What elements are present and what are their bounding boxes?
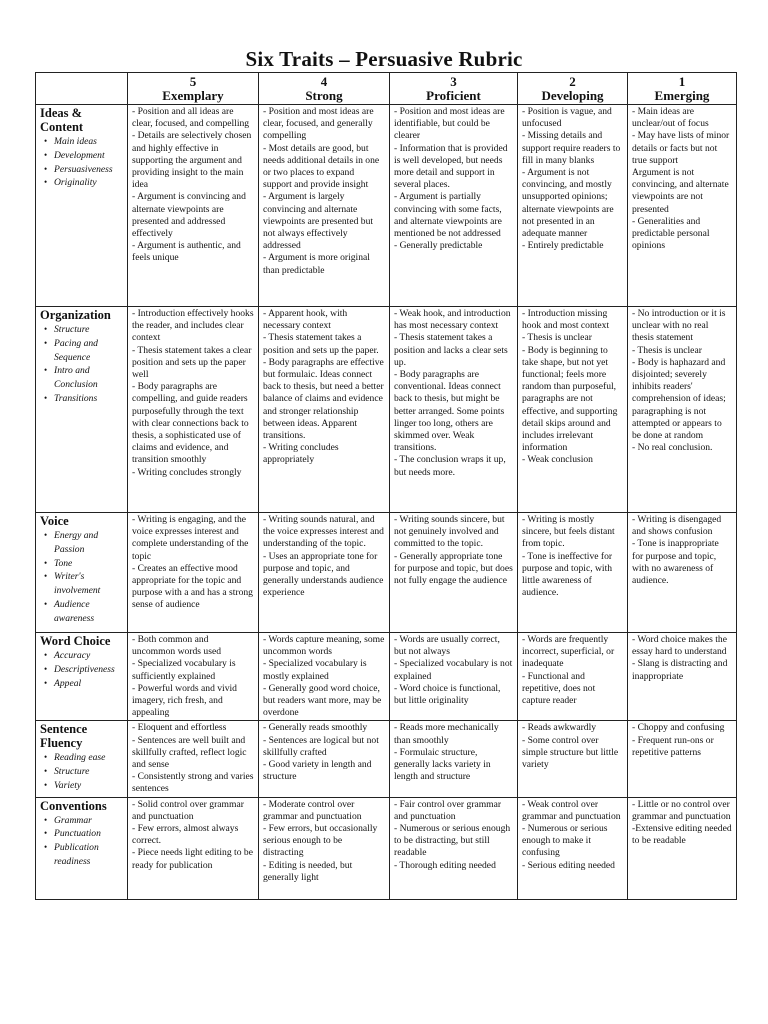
level-score: 3 xyxy=(450,74,457,89)
bullet-icon: • xyxy=(44,324,48,334)
level-score: 2 xyxy=(569,74,576,89)
rubric-descriptor: - Argument is more original than predictable xyxy=(263,252,370,276)
trait-criteria-list xyxy=(40,135,123,190)
level-header-3 xyxy=(390,73,518,105)
trait-criterion xyxy=(44,827,123,841)
rubric-cell-level-4 xyxy=(259,633,390,721)
trait-cell xyxy=(36,633,128,721)
trait-criterion-text: Structure xyxy=(54,766,90,778)
rubric-cell-level-5 xyxy=(128,105,259,307)
trait-row-ideas-content xyxy=(36,105,737,307)
level-label: Developing xyxy=(541,88,604,103)
trait-criterion-text: Grammar xyxy=(54,814,92,826)
bullet-icon: • xyxy=(44,571,48,582)
rubric-descriptor: - Specialized vocabulary is mostly explained xyxy=(263,658,367,682)
trait-criterion xyxy=(44,814,123,828)
rubric-descriptor: - Thesis is unclear xyxy=(632,344,702,356)
trait-criterion xyxy=(44,779,123,793)
corner-cell xyxy=(36,73,128,105)
rubric-cell-level-1 xyxy=(628,797,737,899)
rubric-cell-level-2 xyxy=(518,105,628,307)
rubric-cell-level-5 xyxy=(128,721,259,797)
rubric-descriptor: - Both common and uncommon words used xyxy=(132,634,221,658)
rubric-cell-level-2 xyxy=(518,797,628,899)
rubric-descriptor: - Information that is provided is well developed, but needs more detail and support in several places. xyxy=(394,142,508,191)
bullet-icon: • xyxy=(44,163,48,174)
level-header-4 xyxy=(259,73,390,105)
rubric-cell-level-1 xyxy=(628,721,737,797)
rubric-cell-level-3 xyxy=(390,105,518,307)
trait-criterion xyxy=(44,663,123,677)
trait-name: Sentence Fluency xyxy=(40,722,88,751)
rubric-descriptor: - Entirely predictable xyxy=(522,240,604,252)
trait-row-sentence-fluency xyxy=(36,721,737,797)
rubric-cell-level-1 xyxy=(628,633,737,721)
rubric-descriptor: - Position and most ideas are clear, focused, and generally compelling xyxy=(263,106,374,142)
bullet-icon: • xyxy=(44,557,48,568)
trait-criteria-list xyxy=(40,529,123,626)
rubric-cell-level-5 xyxy=(128,513,259,633)
rubric-cell-level-4 xyxy=(259,105,390,307)
trait-criterion xyxy=(44,149,123,163)
rubric-cell-level-1 xyxy=(628,513,737,633)
bullet-icon: • xyxy=(44,598,48,609)
rubric-cell-level-2 xyxy=(518,633,628,721)
rubric-descriptor: - Words capture meaning, some uncommon words xyxy=(263,634,385,658)
trait-criterion-text: Intro and Conclusion xyxy=(54,365,98,391)
trait-criteria-list xyxy=(40,751,123,792)
rubric-descriptor: - Sentences are logical but not skillfully crafted xyxy=(263,734,379,758)
rubric-descriptor: - Writing is engaging, and the voice expresses interest and complete understanding of the topic xyxy=(132,514,249,562)
rubric-descriptor: - Consistently strong and varies sentences xyxy=(132,771,254,795)
rubric-cell-level-3 xyxy=(390,633,518,721)
bullet-icon: • xyxy=(44,365,48,376)
rubric-cell-level-4 xyxy=(259,307,390,513)
trait-criterion-text: Accuracy xyxy=(54,650,91,661)
rubric-cell-level-5 xyxy=(128,797,259,899)
rubric-descriptor: - Generally good word choice, but readers want more, may be overdone xyxy=(263,682,382,719)
trait-name: Voice xyxy=(40,514,69,528)
trait-criterion xyxy=(44,176,123,190)
trait-criterion-text: Appeal xyxy=(54,677,82,689)
rubric-descriptor: - Writing is mostly sincere, but feels distant from topic. xyxy=(522,514,615,550)
rubric-descriptor: - Body is haphazard and disjointed; severely inhibits readers' comprehension of ideas; paragraphing is not attempted or appears to be done at random xyxy=(632,356,726,442)
trait-criterion xyxy=(44,677,123,691)
rubric-descriptor: - Argument is authentic, and feels unique xyxy=(132,240,241,264)
rubric-descriptor: - Little or no control over grammar and punctuation xyxy=(632,798,731,822)
rubric-descriptor: - Argument is partially convincing with some facts, and alternate viewpoints are mentioned be not addressed xyxy=(394,191,502,240)
bullet-icon: • xyxy=(44,136,48,146)
trait-criterion-text: Tone xyxy=(54,557,73,569)
rubric-descriptor: - Position is vague, and unfocused xyxy=(522,106,612,130)
rubric-descriptor: - Fair control over grammar and punctuation xyxy=(394,798,502,822)
rubric-descriptor: - Few errors, almost always correct. xyxy=(132,823,239,847)
trait-criteria-list xyxy=(40,814,123,869)
trait-row-voice xyxy=(36,513,737,633)
trait-criterion-text: Originality xyxy=(54,177,97,189)
trait-row-conventions xyxy=(36,797,737,899)
trait-name: Word Choice xyxy=(40,634,111,648)
level-header-2 xyxy=(518,73,628,105)
rubric-table xyxy=(35,72,737,900)
rubric-descriptor: - Details are selectively chosen and highly effective in supporting the argument and providing insight to the main idea xyxy=(132,130,252,191)
rubric-descriptor: - Formulaic structure, generally lacks variety in length and structure xyxy=(394,746,491,783)
trait-criterion xyxy=(44,570,123,598)
rubric-cell-level-2 xyxy=(518,513,628,633)
trait-criterion-text: Persuasiveness xyxy=(54,163,113,175)
rubric-cell-level-3 xyxy=(390,797,518,899)
level-label: Emerging xyxy=(654,88,710,103)
rubric-descriptor: - Slang is distracting and inappropriate xyxy=(632,658,728,682)
level-label: Strong xyxy=(305,88,343,103)
rubric-descriptor: - Solid control over grammar and punctuation xyxy=(132,798,244,822)
rubric-descriptor: - Sentences are well built and skillfully crafted, reflect logic and sense xyxy=(132,734,247,771)
rubric-descriptor: - Thesis statement takes a position and sets up the paper. xyxy=(263,332,379,356)
trait-criterion-text: Energy and Passion xyxy=(54,530,99,555)
rubric-descriptor: - Body paragraphs are conventional. Ideas connect back to thesis, but might be better arranged. Some points linger too long, others are skimmed over. Weak transitions. xyxy=(394,369,505,454)
rubric-descriptor: - Thesis is unclear xyxy=(522,332,592,344)
trait-name: Conventions xyxy=(40,798,107,813)
rubric-cell-level-5 xyxy=(128,633,259,721)
page-title: Six Traits – Persuasive Rubric xyxy=(245,47,523,71)
rubric-descriptor: - Numerous or serious enough to make it confusing xyxy=(522,823,608,859)
rubric-descriptor: - Most details are good, but needs additional details in one or two places to expand support and provide insight xyxy=(263,142,380,191)
trait-criterion-text: Writer's involvement xyxy=(54,571,101,597)
trait-criteria-list xyxy=(40,649,123,690)
trait-criterion xyxy=(44,364,123,392)
rubric-descriptor: - No introduction or it is unclear with no real thesis statement xyxy=(632,308,726,344)
level-header-1 xyxy=(628,73,737,105)
trait-criterion xyxy=(44,135,123,149)
trait-criterion xyxy=(44,751,123,765)
rubric-descriptor: - Body is beginning to take shape, but not yet functional; feels more random than purposeful, paragraphs are not effective, and supporting detail skips around and includes irrelevant information xyxy=(522,344,618,454)
bullet-icon: • xyxy=(44,677,48,688)
trait-criteria-list xyxy=(40,323,123,406)
rubric-descriptor: - Word choice makes the essay hard to understand xyxy=(632,634,727,658)
rubric-descriptor: - Eloquent and effortless xyxy=(132,722,227,734)
trait-criterion-text: Structure xyxy=(54,324,90,335)
trait-criterion-text: Variety xyxy=(54,780,82,792)
rubric-descriptor: - Specialized vocabulary is not explained xyxy=(394,658,513,682)
level-header-5 xyxy=(128,73,259,105)
trait-criterion xyxy=(44,598,123,626)
trait-cell xyxy=(36,307,128,513)
bullet-icon: • xyxy=(44,149,48,160)
rubric-descriptor: - The conclusion wraps it up, but needs more. xyxy=(394,454,506,478)
rubric-descriptor: - Writing concludes strongly xyxy=(132,466,242,478)
trait-criterion xyxy=(44,337,123,365)
header-row xyxy=(36,73,737,105)
rubric-descriptor: - Thesis statement takes a clear position and sets up the paper well xyxy=(132,344,252,381)
rubric-descriptor: - Tone is ineffective for purpose and topic, with little awareness of audience. xyxy=(522,550,613,599)
trait-criterion-text: Descriptiveness xyxy=(54,663,115,675)
rubric-descriptor: - Writing is disengaged and shows confusion xyxy=(632,514,722,538)
rubric-descriptor: - Uses an appropriate tone for purpose and topic, and generally understands audience experience xyxy=(263,550,384,599)
rubric-descriptor: - May have lists of minor details or facts but not true support xyxy=(632,130,730,166)
rubric-descriptor: - Frequent run-ons or repetitive patterns xyxy=(632,734,714,758)
level-label: Exemplary xyxy=(162,88,224,103)
trait-criterion-text: Audience awareness xyxy=(54,598,95,624)
rubric-descriptor: - Position and all ideas are clear, focused, and compelling xyxy=(132,106,250,130)
rubric-descriptor: - Writing sounds sincere, but not genuinely involved and committed to the topic. xyxy=(394,514,505,550)
rubric-descriptor: - Moderate control over grammar and punctuation xyxy=(263,798,362,822)
rubric-descriptor: - Specialized vocabulary is sufficiently explained xyxy=(132,658,236,682)
rubric-descriptor: - Reads awkwardly xyxy=(522,722,597,734)
rubric-descriptor: - Numerous or serious enough to be distracting, but still readable xyxy=(394,823,511,859)
rubric-descriptor: - Thesis statement takes a position and lacks a clear sets up. xyxy=(394,332,508,368)
rubric-descriptor: - Writing concludes appropriately xyxy=(263,442,339,466)
trait-criterion xyxy=(44,649,123,663)
rubric-descriptor: - Apparent hook, with necessary context xyxy=(263,308,348,332)
trait-row-word-choice xyxy=(36,633,737,721)
bullet-icon: • xyxy=(44,752,48,763)
trait-criterion-text: Publication readiness xyxy=(54,842,99,868)
trait-criterion xyxy=(44,841,123,869)
rubric-descriptor: - Choppy and confusing xyxy=(632,722,725,734)
rubric-descriptor: - Functional and repetitive, does not capture reader xyxy=(522,670,596,707)
rubric-descriptor: - Creates an effective mood appropriate for the topic and purpose with a and has a strong sense of audience xyxy=(132,562,253,611)
trait-cell xyxy=(36,721,128,797)
bullet-icon: • xyxy=(44,392,48,403)
rubric-cell-level-2 xyxy=(518,307,628,513)
rubric-descriptor: - Few errors, but occasionally serious enough to be distracting xyxy=(263,823,378,859)
trait-criterion xyxy=(44,323,123,337)
rubric-cell-level-3 xyxy=(390,307,518,513)
trait-criterion-text: Punctuation xyxy=(54,828,101,840)
bullet-icon: • xyxy=(44,337,48,348)
rubric-descriptor: - Weak control over grammar and punctuation xyxy=(522,798,621,822)
rubric-descriptor: - Missing details and support require readers to fill in many blanks xyxy=(522,130,621,166)
bullet-icon: • xyxy=(44,650,48,660)
rubric-cell-level-1 xyxy=(628,105,737,307)
trait-name: Organization xyxy=(40,308,111,322)
level-score: 5 xyxy=(189,74,197,89)
rubric-cell-level-3 xyxy=(390,513,518,633)
rubric-descriptor: - No real conclusion. xyxy=(632,442,713,454)
rubric-descriptor: Argument is not convincing, and alternate viewpoints are not presented xyxy=(632,167,729,215)
trait-criterion-text: Development xyxy=(54,149,105,161)
rubric-descriptor: - Argument is largely convincing and alternate viewpoints are presented but not always effectively addressed xyxy=(263,191,374,252)
rubric-descriptor: - Piece needs light editing to be ready for publication xyxy=(132,847,253,871)
trait-criterion-text: Reading ease xyxy=(54,752,106,764)
rubric-descriptor: - Position and most ideas are identifiable, but could be clearer xyxy=(394,106,505,142)
rubric-descriptor: - Words are usually correct, but not always xyxy=(394,634,500,658)
trait-criterion xyxy=(44,529,123,557)
bullet-icon: • xyxy=(44,842,48,853)
rubric-descriptor: - Generally reads smoothly xyxy=(263,722,368,734)
rubric-cell-level-3 xyxy=(390,721,518,797)
rubric-descriptor: - Main ideas are unclear/out of focus xyxy=(632,106,709,130)
trait-criterion xyxy=(44,163,123,177)
trait-row-organization xyxy=(36,307,737,513)
rubric-descriptor: - Weak conclusion xyxy=(522,454,593,466)
rubric-cell-level-1 xyxy=(628,307,737,513)
rubric-cell-level-4 xyxy=(259,721,390,797)
rubric-cell-level-2 xyxy=(518,721,628,797)
bullet-icon: • xyxy=(44,177,48,188)
trait-criterion xyxy=(44,392,123,406)
bullet-icon: • xyxy=(44,766,48,777)
trait-criterion-text: Main ideas xyxy=(54,136,97,147)
rubric-descriptor: - Introduction missing hook and most context xyxy=(522,308,610,332)
rubric-cell-level-4 xyxy=(259,797,390,899)
bullet-icon: • xyxy=(44,814,48,825)
rubric-descriptor: - Body paragraphs are effective but formulaic. Ideas connect back to thesis, but need a better balance of claims and evidence and stronger relationship between ideas. Apparent transitions. xyxy=(263,356,384,442)
rubric-descriptor: - Argument is not convincing, and mostly unsupported opinions; alternate viewpoints are not presented in an adequate manner xyxy=(522,167,614,240)
trait-cell xyxy=(36,105,128,307)
rubric-descriptor: - Body paragraphs are compelling, and guide readers purposefully through the text with clear connections back to thesis, a sophisticated use of claims and evidence, and transition smoothly xyxy=(132,381,249,466)
bullet-icon: • xyxy=(44,780,48,791)
rubric-cell-level-5 xyxy=(128,307,259,513)
rubric-descriptor: - Thorough editing needed xyxy=(394,859,496,871)
level-score: 4 xyxy=(320,74,328,89)
level-score: 1 xyxy=(678,74,686,89)
rubric-descriptor: - Words are frequently incorrect, superficial, or inadequate xyxy=(522,634,615,670)
rubric-descriptor: - Word choice is functional, but little originality xyxy=(394,682,501,707)
rubric-descriptor: - Powerful words and vivid imagery, rich fresh, and appealing xyxy=(132,682,237,719)
rubric-descriptor: - Editing is needed, but generally light xyxy=(263,859,353,883)
rubric-descriptor: - Introduction effectively hooks the reader, and includes clear context xyxy=(132,308,254,344)
trait-criterion-text: Transitions xyxy=(54,392,98,404)
rubric-descriptor: - Weak hook, and introduction has most necessary context xyxy=(394,308,511,332)
trait-name: Ideas & Content xyxy=(40,106,84,134)
rubric-descriptor: - Generalities and predictable personal opinions xyxy=(632,215,710,252)
rubric-descriptor: - Generally appropriate tone for purpose and topic, but does not fully engage the audience xyxy=(394,550,513,587)
rubric-descriptor: -Extensive editing needed to be readable xyxy=(632,823,732,847)
bullet-icon: • xyxy=(44,828,48,839)
rubric-descriptor: - Good variety in length and structure xyxy=(263,759,372,783)
rubric-descriptor: - Generally predictable xyxy=(394,240,483,252)
trait-criterion-text: Pacing and Sequence xyxy=(54,337,98,363)
trait-criterion xyxy=(44,557,123,571)
bullet-icon: • xyxy=(44,663,48,674)
rubric-descriptor: - Serious editing needed xyxy=(522,859,615,871)
rubric-descriptor: - Reads more mechanically than smoothly xyxy=(394,722,499,746)
rubric-cell-level-4 xyxy=(259,513,390,633)
level-label: Proficient xyxy=(426,88,481,103)
rubric-descriptor: - Writing sounds natural, and the voice expresses interest and understanding of the topic. xyxy=(263,514,384,550)
trait-cell xyxy=(36,513,128,633)
rubric-descriptor: - Tone is inappropriate for purpose and topic, with no awareness of audience. xyxy=(632,538,719,587)
rubric-descriptor: - Some control over simple structure but little variety xyxy=(522,734,619,771)
trait-criterion xyxy=(44,765,123,779)
rubric-descriptor: - Argument is convincing and alternate viewpoints are presented and addressed effectively xyxy=(132,191,246,240)
bullet-icon: • xyxy=(44,530,48,540)
trait-cell xyxy=(36,797,128,899)
